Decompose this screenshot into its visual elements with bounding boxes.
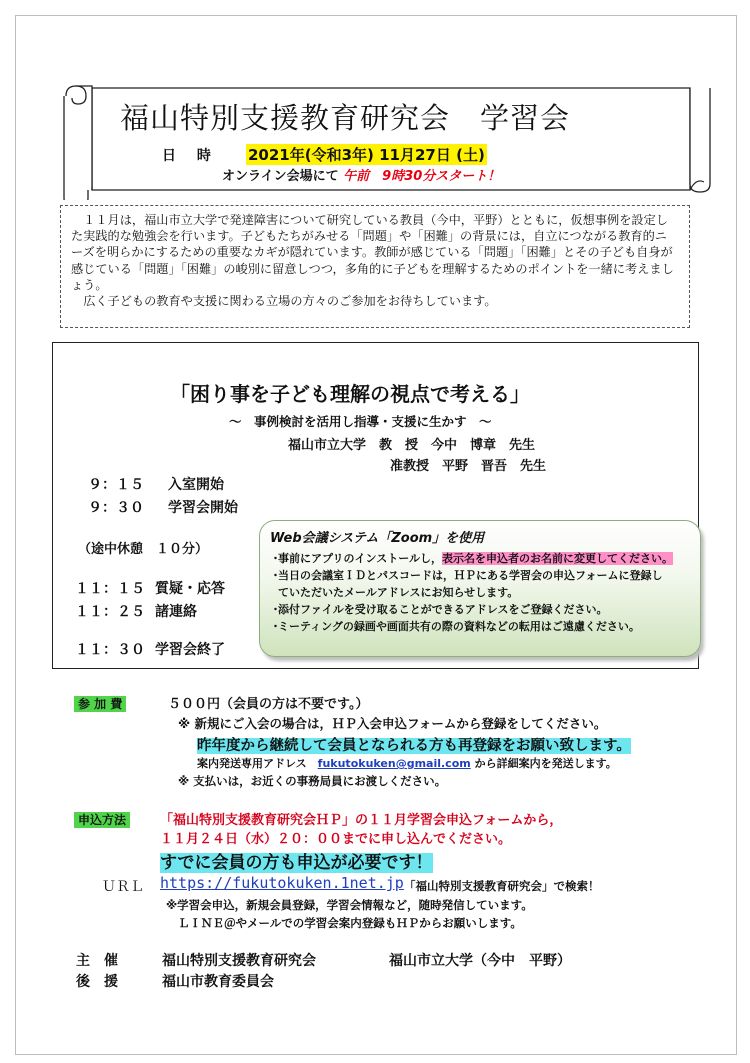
zoom-title: Web会議システム「Zoom」を使用 (270, 531, 485, 546)
zoom-info-box (259, 520, 701, 657)
schedule-item: ９：３０ 学習会開始 (88, 500, 238, 516)
schedule-item: １１：２５ 諸連絡 (75, 604, 197, 620)
search-hint: 「福山特別支援教育研究会」で検索！ (404, 879, 600, 893)
apply-line-deadline: １１月２４日（水）２０：００までに申し込んでください。 (160, 832, 512, 847)
lecturer-hirano: 准教授 平野 晋吾 先生 (390, 459, 547, 474)
intro-paragraph-1: １１月は，福山市立大学で発達障害について研究している教員（今中，平野）とともに，仮想事例を設定した実践的な勉強会を行います。子どもたちがみせる「問題」や「困難」の背景には，自立につながる教育的ニーズを明らかにするための重要なカギが隠れています。教師が感じている「問題」「困難」とその子ども自身が感じている「問題」「困難」の峻別に留意しつつ，多角的に子どもを理解するためのポイントを一緒に考えましょう。 (71, 213, 674, 292)
lecture-title: 「困り事を子ども理解の視点で考える」 (170, 382, 530, 406)
schedule-item: ９：１５ 入室開始 (88, 477, 224, 493)
lecturer-imanaka: 福山市立大学 教 授 今中 博章 先生 (288, 438, 536, 453)
fee-note-new-member: ※ 新規にご入会の場合は，ＨＰ入会申込フォームから登録をしてください。 (178, 716, 607, 731)
fee-label: 参 加 費 (74, 693, 126, 712)
online-start-time: 午前 9時30分スタート！ (343, 169, 501, 184)
online-prefix: オンライン会場にて (222, 169, 339, 184)
zoom-item-install: ・事前にアプリのインストールし，表示名を申込者のお名前に変更してください。 (270, 552, 674, 565)
apply-note-info: ※学習会申込，新規会員登録，学習会情報など，随時発信しています。 (166, 898, 533, 912)
date-label: 日 時 (162, 148, 219, 164)
support-label: 後 援 (76, 974, 118, 990)
support-name: 福山市教育委員会 (162, 974, 274, 990)
date-value: 2021年(令和3年) 11月27日 (土) (248, 146, 485, 164)
apply-note-line: ＬＩＮＥ＠やメールでの学習会案内登録もＨＰからお願いします。 (178, 916, 522, 930)
fee-amount: ５００円（会員の方は不要です。） (168, 697, 369, 712)
url-label: ＵＲＬ (102, 879, 144, 895)
apply-line-form: 「福山特別支援教育研究会ＨＰ」の１１月学習会申込フォームから， (160, 813, 563, 828)
schedule-item: １１：１５ 質疑・応答 (75, 581, 225, 597)
fee-note-payment: ※ 支払いは，お近くの事務局員にお渡しください。 (178, 774, 447, 788)
zoom-item-no-reuse: ・ミーティングの録画や画面共有の際の資料などの転用はご遠慮ください。 (270, 620, 640, 633)
zoom-item-attachment: ・添付ファイルを受け取ることができるアドレスをご登録ください。 (270, 603, 608, 616)
intro-paragraph-2: 広く子どもの教育や支援に関わる立場の方々のご参加をお待ちしています。 (83, 294, 497, 309)
fee-note-reregister: 昨年度から継続して会員となられる方も再登録をお願い致します。 (197, 738, 631, 754)
page-title: 福山特別支援教育研究会 学習会 (120, 101, 571, 135)
website-url-link[interactable]: https://fukutokuken.1net.jp (160, 874, 404, 892)
zoom-item-meeting-id-cont: ていただいたメールアドレスにお知らせします。 (278, 586, 519, 599)
intro-box (60, 205, 690, 328)
organizer-label: 主 催 (76, 953, 118, 969)
organizer-name: 福山特別支援教育研究会 (162, 953, 316, 969)
online-venue (222, 165, 500, 184)
contact-email-link[interactable]: fukutokuken@gmail.com (317, 757, 471, 770)
fee-note-email: 案内発送専用アドレス fukutokuken@gmail.com から詳細案内を発送します。 (197, 757, 617, 770)
zoom-item-meeting-id: ・当日の会議室ＩＤとパスコードは，ＨＰにある学習会の申込フォームに登録し (270, 569, 663, 582)
schedule-item: １１：３０ 学習会終了 (75, 642, 225, 658)
apply-label: 申込方法 (74, 809, 130, 828)
apply-line-members: すでに会員の方も申込が必要です！ (160, 853, 433, 873)
lecture-subtitle: ～ 事例検討を活用し指導・支援に生かす ～ (229, 414, 492, 429)
schedule-break: （途中休憩 １０分） (78, 542, 209, 557)
organizer-university: 福山市立大学（今中 平野） (389, 953, 571, 969)
